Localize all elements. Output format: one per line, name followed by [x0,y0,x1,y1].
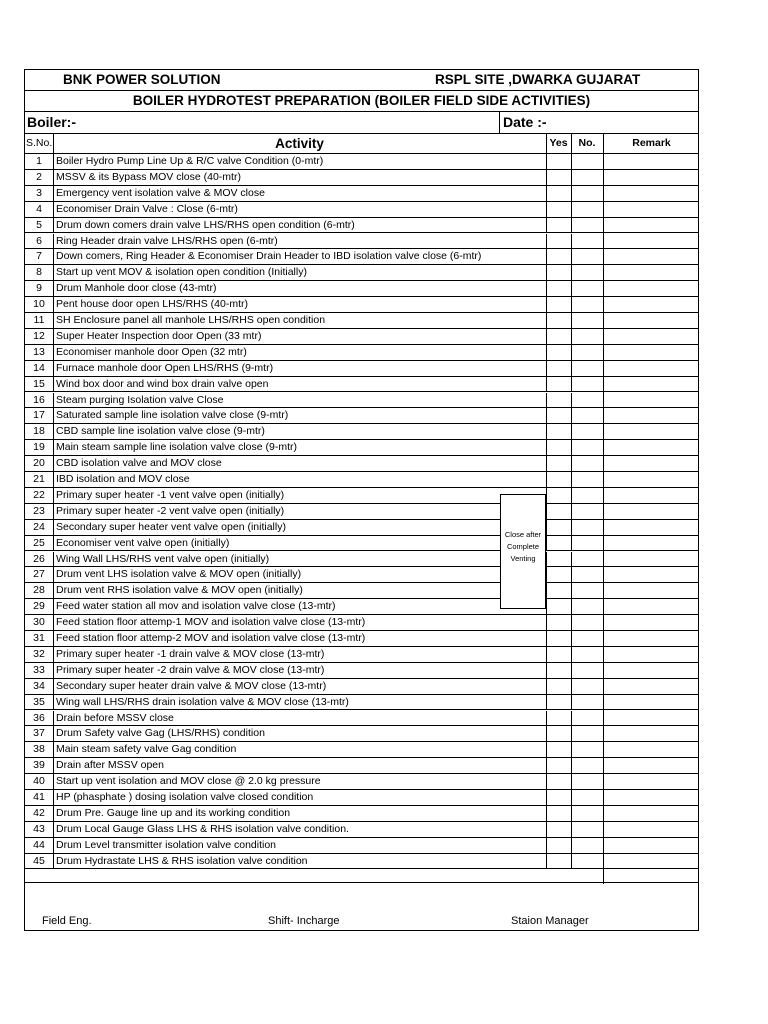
table-row [25,520,698,536]
remark-cell[interactable] [603,758,700,773]
row-number: 19 [33,441,45,454]
yes-checkbox-cell[interactable] [546,361,571,376]
no-checkbox-cell[interactable] [571,472,603,487]
remark-cell[interactable] [603,329,700,344]
yes-checkbox-cell[interactable] [546,249,571,264]
yes-checkbox-cell[interactable] [546,154,571,169]
table-row [25,488,698,504]
activity-text: Feed station floor attemp-1 MOV and isolation valve close (13-mtr) [56,616,366,629]
remark-cell[interactable] [603,154,700,169]
table-row [25,647,698,663]
no-checkbox-cell[interactable] [571,154,603,169]
no-checkbox-cell[interactable] [571,456,603,471]
yes-checkbox-cell[interactable] [546,822,571,837]
no-checkbox-cell[interactable] [571,234,603,249]
activity-text: Furnace manhole door Open LHS/RHS (9-mtr) [56,361,274,374]
yes-checkbox-cell[interactable] [546,647,571,662]
remark-cell[interactable] [603,806,700,821]
no-checkbox-cell[interactable] [571,488,603,503]
activity-text: Drum Manhole door close (43-mtr) [56,282,217,295]
note-line-1: Close after [504,530,542,539]
activity-text: Boiler Hydro Pump Line Up & R/C valve Condition (0-mtr) [56,155,324,167]
row-number: 28 [33,584,45,597]
yes-checkbox-cell[interactable] [546,711,571,726]
row-number: 1 [36,155,42,167]
remark-cell[interactable] [603,679,700,694]
table-row [25,377,698,393]
table-row [25,504,698,520]
row-number: 2 [36,170,42,183]
activity-text: Wind box door and wind box drain valve open [56,377,269,390]
activity-text: Drum Safety valve Gag (LHS/RHS) condition [56,727,265,740]
activity-text: Start up vent isolation and MOV close @ 2.0 kg pressure [56,775,321,788]
company-name: BNK POWER SOLUTION [63,72,221,87]
yes-checkbox-cell[interactable] [546,583,571,598]
yes-checkbox-cell[interactable] [546,424,571,439]
col-no: No. [578,137,596,149]
row-number: 4 [36,202,42,215]
yes-checkbox-cell[interactable] [546,552,571,567]
no-checkbox-cell[interactable] [571,361,603,376]
remark-cell[interactable] [603,854,700,869]
yes-checkbox-cell[interactable] [546,536,571,551]
no-checkbox-cell[interactable] [571,408,603,423]
activity-text: Economiser Drain Valve : Close (6-mtr) [56,202,238,215]
yes-checkbox-cell[interactable] [546,281,571,296]
no-checkbox-cell[interactable] [571,726,603,741]
row-number: 41 [33,791,45,803]
no-checkbox-cell[interactable] [571,424,603,439]
row-number: 27 [33,568,45,581]
activity-text: IBD isolation and MOV close [56,473,190,485]
table-row [25,202,698,218]
yes-checkbox-cell[interactable] [546,234,571,249]
activity-text: Primary super heater -1 vent valve open (initially) [56,488,285,501]
yes-checkbox-cell[interactable] [546,742,571,757]
yes-checkbox-cell[interactable] [546,726,571,741]
row-number: 22 [33,488,45,501]
no-checkbox-cell[interactable] [571,536,603,551]
row-number: 30 [33,616,45,629]
table-row [25,679,698,695]
signature-row [25,912,698,930]
remark-cell[interactable] [603,520,700,535]
yes-checkbox-cell[interactable] [546,265,571,280]
table-row [25,663,698,679]
yes-checkbox-cell[interactable] [546,838,571,853]
no-checkbox-cell[interactable] [571,265,603,280]
row-number: 9 [36,282,42,295]
table-row [25,822,698,838]
yes-checkbox-cell[interactable] [546,297,571,312]
row-number: 8 [36,266,42,279]
table-row [25,408,698,424]
col-activity: Activity [275,136,324,151]
row-number: 42 [33,806,45,819]
yes-checkbox-cell[interactable] [546,218,571,233]
remark-cell[interactable] [603,170,700,185]
remark-cell[interactable] [603,615,700,630]
row-number: 14 [33,361,45,374]
no-checkbox-cell[interactable] [571,583,603,598]
table-row [25,170,698,186]
row-number: 3 [36,186,42,199]
column-header-row [25,134,698,154]
yes-checkbox-cell[interactable] [546,393,571,408]
row-number: 20 [33,457,45,470]
row-number: 35 [33,695,45,708]
row-number: 37 [33,727,45,740]
row-number: 11 [33,314,45,326]
no-checkbox-cell[interactable] [571,393,603,408]
remark-cell[interactable] [603,186,700,201]
yes-checkbox-cell[interactable] [546,520,571,535]
no-checkbox-cell[interactable] [571,806,603,821]
activity-text: Economiser vent valve open (initially) [56,536,230,549]
title-row [25,91,698,112]
note-line-3: Venting [510,554,536,563]
no-checkbox-cell[interactable] [571,758,603,773]
row-number: 36 [33,711,45,724]
no-checkbox-cell[interactable] [571,631,603,646]
date-label: Date :- [503,114,547,130]
table-row [25,456,698,472]
no-checkbox-cell[interactable] [571,567,603,582]
no-checkbox-cell[interactable] [571,186,603,201]
remark-cell[interactable] [603,536,700,551]
yes-checkbox-cell[interactable] [546,854,571,869]
yes-checkbox-cell[interactable] [546,567,571,582]
table-row [25,631,698,647]
remark-cell[interactable] [603,742,700,757]
remark-cell[interactable] [603,567,700,582]
hydrotest-checklist-sheet [24,69,699,931]
remark-cell[interactable] [603,249,700,264]
yes-checkbox-cell[interactable] [546,790,571,805]
remark-cell[interactable] [603,393,700,408]
remark-cell[interactable] [603,345,700,360]
yes-checkbox-cell[interactable] [546,631,571,646]
row-number: 10 [33,298,45,311]
row-number: 21 [33,473,45,485]
activity-text: Drain before MSSV close [56,711,174,724]
activity-text: Drum vent LHS isolation valve & MOV open (initially) [56,568,302,581]
activity-text: Primary super heater -2 vent valve open (initially) [56,504,285,517]
remark-cell[interactable] [603,377,700,392]
remark-cell[interactable] [603,202,700,217]
remark-cell[interactable] [603,488,700,503]
remark-cell[interactable] [603,472,700,487]
no-checkbox-cell[interactable] [571,377,603,392]
activity-text: MSSV & its Bypass MOV close (40-mtr) [56,170,241,183]
boiler-label: Boiler:- [27,114,76,130]
no-checkbox-cell[interactable] [571,504,603,519]
row-number: 23 [33,504,45,517]
remark-cell[interactable] [603,265,700,280]
remark-cell[interactable] [603,711,700,726]
col-remark: Remark [632,137,671,149]
activity-text: Wing Wall LHS/RHS vent valve open (initially) [56,552,270,565]
no-checkbox-cell[interactable] [571,218,603,233]
remark-cell[interactable] [603,838,700,853]
row-number: 31 [33,632,45,644]
no-checkbox-cell[interactable] [571,599,603,614]
remark-cell[interactable] [603,726,700,741]
no-checkbox-cell[interactable] [571,281,603,296]
table-row [25,424,698,440]
table-row [25,552,698,568]
yes-checkbox-cell[interactable] [546,599,571,614]
no-checkbox-cell[interactable] [571,345,603,360]
table-row [25,615,698,631]
activity-text: Drain after MSSV open [56,759,164,772]
remark-cell[interactable] [603,440,700,455]
table-row [25,234,698,250]
activity-text: Start up vent MOV & isolation open condition (Initially) [56,266,307,279]
note-line-2: Complete [506,542,540,551]
remark-cell[interactable] [603,774,700,789]
row-number: 12 [33,329,45,342]
table-row [25,711,698,727]
activity-text: Feed station floor attemp-2 MOV and isolation valve close (13-mtr) [56,632,366,644]
site-name: RSPL SITE ,DWARKA GUJARAT [435,72,641,87]
table-row [25,838,698,854]
activity-text: Ring Header drain valve LHS/RHS open (6-mtr) [56,234,278,247]
no-checkbox-cell[interactable] [571,202,603,217]
remark-cell[interactable] [603,631,700,646]
activity-text: Economiser manhole door Open (32 mtr) [56,345,247,358]
table-row [25,567,698,583]
table-row [25,742,698,758]
yes-checkbox-cell[interactable] [546,504,571,519]
remark-cell[interactable] [603,281,700,296]
activity-text: Secondary super heater vent valve open (initially) [56,520,286,533]
no-checkbox-cell[interactable] [571,711,603,726]
row-number: 32 [33,647,45,660]
yes-checkbox-cell[interactable] [546,615,571,630]
yes-checkbox-cell[interactable] [546,202,571,217]
activity-text: Feed water station all mov and isolation valve close (13-mtr) [56,600,336,613]
no-checkbox-cell[interactable] [571,170,603,185]
table-row [25,361,698,377]
activity-text: Emergency vent isolation valve & MOV close [56,186,265,199]
remark-cell[interactable] [603,234,700,249]
table-row [25,806,698,822]
row-number: 29 [33,600,45,613]
boiler-date-row [25,112,698,134]
table-row [25,186,698,202]
yes-checkbox-cell[interactable] [546,472,571,487]
remark-cell[interactable] [603,361,700,376]
activity-text: Main steam sample line isolation valve close (9-mtr) [56,441,298,454]
yes-checkbox-cell[interactable] [546,695,571,710]
no-checkbox-cell[interactable] [571,822,603,837]
table-bottom-line [25,882,698,883]
yes-checkbox-cell[interactable] [546,170,571,185]
row-number: 33 [33,663,45,676]
activity-text: Primary super heater -2 drain valve & MOV close (13-mtr) [56,663,325,676]
no-checkbox-cell[interactable] [571,313,603,328]
row-number: 16 [33,393,45,406]
yes-checkbox-cell[interactable] [546,408,571,423]
no-checkbox-cell[interactable] [571,663,603,678]
row-number: 6 [36,234,42,247]
no-checkbox-cell[interactable] [571,647,603,662]
activity-text: Pent house door open LHS/RHS (40-mtr) [56,298,249,311]
table-row [25,313,698,329]
table-row [25,393,698,409]
activity-text: Drum vent RHS isolation valve & MOV open (initially) [56,584,303,597]
activity-text: Main steam safety valve Gag condition [56,743,237,756]
table-row [25,536,698,552]
activity-text: Drum Pre. Gauge line up and its working condition [56,806,291,819]
yes-checkbox-cell[interactable] [546,774,571,789]
no-checkbox-cell[interactable] [571,329,603,344]
remark-cell[interactable] [603,695,700,710]
col-sno: S.No. [26,137,53,149]
row-number: 15 [33,377,45,390]
row-number: 18 [33,425,45,438]
table-row [25,726,698,742]
yes-checkbox-cell[interactable] [546,440,571,455]
row-number: 45 [33,854,45,867]
row-number: 40 [33,775,45,788]
remark-cell[interactable] [603,424,700,439]
activity-text: Drum Level transmitter isolation valve condition [56,838,277,851]
no-checkbox-cell[interactable] [571,679,603,694]
remark-cell[interactable] [603,822,700,837]
yes-checkbox-cell[interactable] [546,377,571,392]
row-number: 7 [36,250,42,263]
row-number: 38 [33,743,45,756]
no-checkbox-cell[interactable] [571,249,603,264]
table-row [25,265,698,281]
no-checkbox-cell[interactable] [571,440,603,455]
row-number: 17 [33,409,45,422]
yes-checkbox-cell[interactable] [546,456,571,471]
row-number: 43 [33,822,45,835]
remark-cell[interactable] [603,583,700,598]
table-row [25,774,698,790]
table-row [25,440,698,456]
yes-checkbox-cell[interactable] [546,313,571,328]
no-checkbox-cell[interactable] [571,520,603,535]
no-checkbox-cell[interactable] [571,854,603,869]
no-checkbox-cell[interactable] [571,790,603,805]
activity-text: Primary super heater -1 drain valve & MOV close (13-mtr) [56,647,325,660]
table-row [25,695,698,711]
no-checkbox-cell[interactable] [571,695,603,710]
row-number: 44 [33,838,45,851]
activity-text: Wing wall LHS/RHS drain isolation valve & MOV close (13-mtr) [56,695,349,708]
row-number: 13 [33,345,45,358]
activity-text: Drum Local Gauge Glass LHS & RHS isolation valve condition. [56,822,349,835]
activity-text: Super Heater Inspection door Open (33 mtr) [56,329,262,342]
row-number: 24 [33,520,45,533]
activity-text: Saturated sample line isolation valve close (9-mtr) [56,409,289,422]
row-number: 26 [33,552,45,565]
form-title: BOILER HYDROTEST PREPARATION (BOILER FIELD SIDE ACTIVITIES) [132,93,591,108]
remark-cell[interactable] [603,663,700,678]
row-number: 25 [33,536,45,549]
table-row [25,281,698,297]
table-row [25,583,698,599]
remark-cell[interactable] [603,218,700,233]
no-checkbox-cell[interactable] [571,615,603,630]
yes-checkbox-cell[interactable] [546,663,571,678]
table-row [25,790,698,806]
remark-cell[interactable] [603,647,700,662]
table-row [25,599,698,615]
activity-text: Steam purging Isolation valve Close [56,393,224,406]
remark-cell[interactable] [603,456,700,471]
close-after-venting-note [500,494,546,609]
remark-cell[interactable] [603,790,700,805]
col-yes: Yes [549,137,568,149]
table-row [25,758,698,774]
table-row [25,329,698,345]
remark-column-border [603,154,604,884]
company-header-row [25,70,698,91]
remark-cell[interactable] [603,297,700,312]
shift-incharge-signature: Shift- Incharge [268,915,340,927]
no-checkbox-cell[interactable] [571,774,603,789]
table-row [25,218,698,234]
yes-checkbox-cell[interactable] [546,679,571,694]
yes-checkbox-cell[interactable] [546,186,571,201]
table-row [25,472,698,488]
activity-text: HP (phasphate ) dosing isolation valve closed condition [56,791,314,803]
yes-checkbox-cell[interactable] [546,806,571,821]
activity-text: Secondary super heater drain valve & MOV close (13-mtr) [56,679,327,692]
remark-cell[interactable] [603,313,700,328]
no-checkbox-cell[interactable] [571,742,603,757]
activity-text: Drum Hydrastate LHS & RHS isolation valve condition [56,854,308,867]
yes-checkbox-cell[interactable] [546,329,571,344]
activity-text: CBD sample line isolation valve close (9-mtr) [56,425,265,438]
yes-checkbox-cell[interactable] [546,345,571,360]
row-number: 39 [33,759,45,772]
remark-cell[interactable] [603,599,700,614]
table-row [25,297,698,313]
field-engineer-signature: Field Eng. [42,915,92,927]
activity-text: Drum down comers drain valve LHS/RHS open condition (6-mtr) [56,218,355,231]
no-checkbox-cell[interactable] [571,838,603,853]
no-checkbox-cell[interactable] [571,552,603,567]
station-manager-signature: Staion Manager [511,915,589,927]
remark-cell[interactable] [603,504,700,519]
no-checkbox-cell[interactable] [571,297,603,312]
table-row [25,854,698,870]
row-number: 5 [36,218,42,231]
remark-cell[interactable] [603,408,700,423]
table-row [25,345,698,361]
activity-text: CBD isolation valve and MOV close [56,457,222,470]
yes-checkbox-cell[interactable] [546,758,571,773]
table-row [25,249,698,265]
remark-cell[interactable] [603,552,700,567]
activity-text: Down comers, Ring Header & Economiser Drain Header to IBD isolation valve close (6-mtr) [56,250,482,263]
row-number: 34 [33,679,45,692]
yes-checkbox-cell[interactable] [546,488,571,503]
activity-text: SH Enclosure panel all manhole LHS/RHS open condition [56,314,326,326]
table-row [25,154,698,170]
